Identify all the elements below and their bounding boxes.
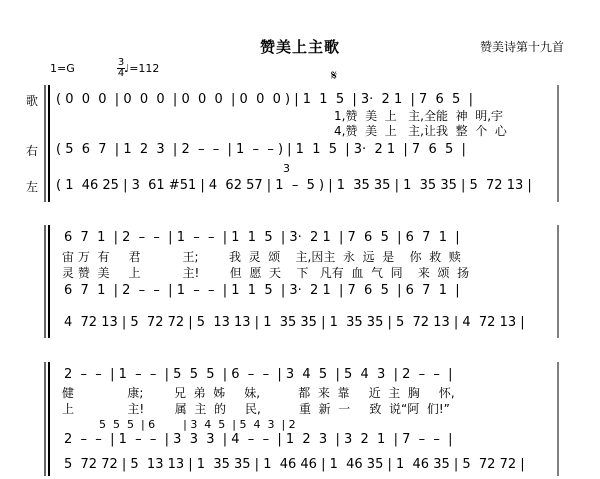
system2-lyric-verse1: 宙 万 有 君 王; 我 灵 颂 主,因主 永 远 是 你 救 赎 [62,250,461,264]
system1-left-hand-line: ( 1 46 25 | 3 61 #51 | 4 62 57 | 1 – 5 ) | 1 35 35 | 1 35 35 | 5 72 13 | [56,178,532,193]
system3-right-hand-line: 2 – – | 1 – – | 3 3 3 | 4 – – | 1 2 3 | 3 2 1 | 7 – – | [64,432,453,447]
system1-right-hand-upper-note: 3 [283,162,290,175]
system2-left-hand-line: 4 72 13 | 5 72 72 | 5 13 13 | 1 35 35 | 1 35 35 | 5 72 13 | 4 72 13 | [64,315,525,330]
system1-lyric-verse1: 1,赞 美 上 主,全能 神 明,宇 [334,109,504,123]
system1-lyric-verse4: 4,赞 美 上 主,让我 整 个 心 [334,124,507,138]
system3-voice-line: 2 – – | 1 – – | 5 5 5 | 6 – – | 3 4 5 | 5 4 3 | 2 – – | [64,367,453,382]
system1-voice-line: ( 0 0 0 | 0 0 0 | 0 0 0 | 0 0 0 ) | 1 1 5 | 3· 2 1 | 7 6 5 | [56,92,473,107]
label-voice: 歌 [25,94,38,108]
system2-right-hand-line: 6 7 1 | 2 – – | 1 – – | 1 1 5 | 3· 2 1 | 7 6 5 | 6 7 1 | [64,283,460,298]
hymn-source: 赞美诗第十九首 [479,40,564,54]
meter-top: 3 [117,57,125,68]
segno-icon: 𝄋 [331,68,338,84]
system3-lyric-verse4: 上 主! 属 主 的 民, 重 新 一 致 说“阿 们!” [62,402,450,416]
label-right-hand: 右 [25,144,38,158]
system3-right-hand-upper-notes: 5 5 5 | 6 | 3 4 5 | 5 4 3 | 2 [64,418,296,431]
key-signature: 1=G [50,62,75,75]
system1-right-hand-line: ( 5 6 7 | 1 2 3 | 2 – – | 1 – – ) | 1 1 5 | 3· 2 1 | 7 6 5 | [56,142,466,157]
page-title: 赞美上主歌 [259,38,340,56]
system2-voice-line: 6 7 1 | 2 – – | 1 – – | 1 1 5 | 3· 2 1 | 7 6 5 | 6 7 1 | [64,230,460,245]
tempo-mark: ♩=112 [124,62,160,75]
system3-lyric-verse1: 健 康; 兄 弟 姊 妹, 都 来 靠 近 主 胸 怀, [62,386,455,400]
system2-lyric-verse4: 灵 赞 美 上 主! 但 愿 天 下 凡有 血 气 同 来 颂 扬 [62,266,470,280]
meter-bottom: 4 [117,68,125,79]
system3-left-hand-line: 5 72 72 | 5 13 13 | 1 35 35 | 1 46 46 | 1 46 35 | 1 46 35 | 5 72 72 | [64,457,525,472]
label-left-hand: 左 [25,180,38,194]
